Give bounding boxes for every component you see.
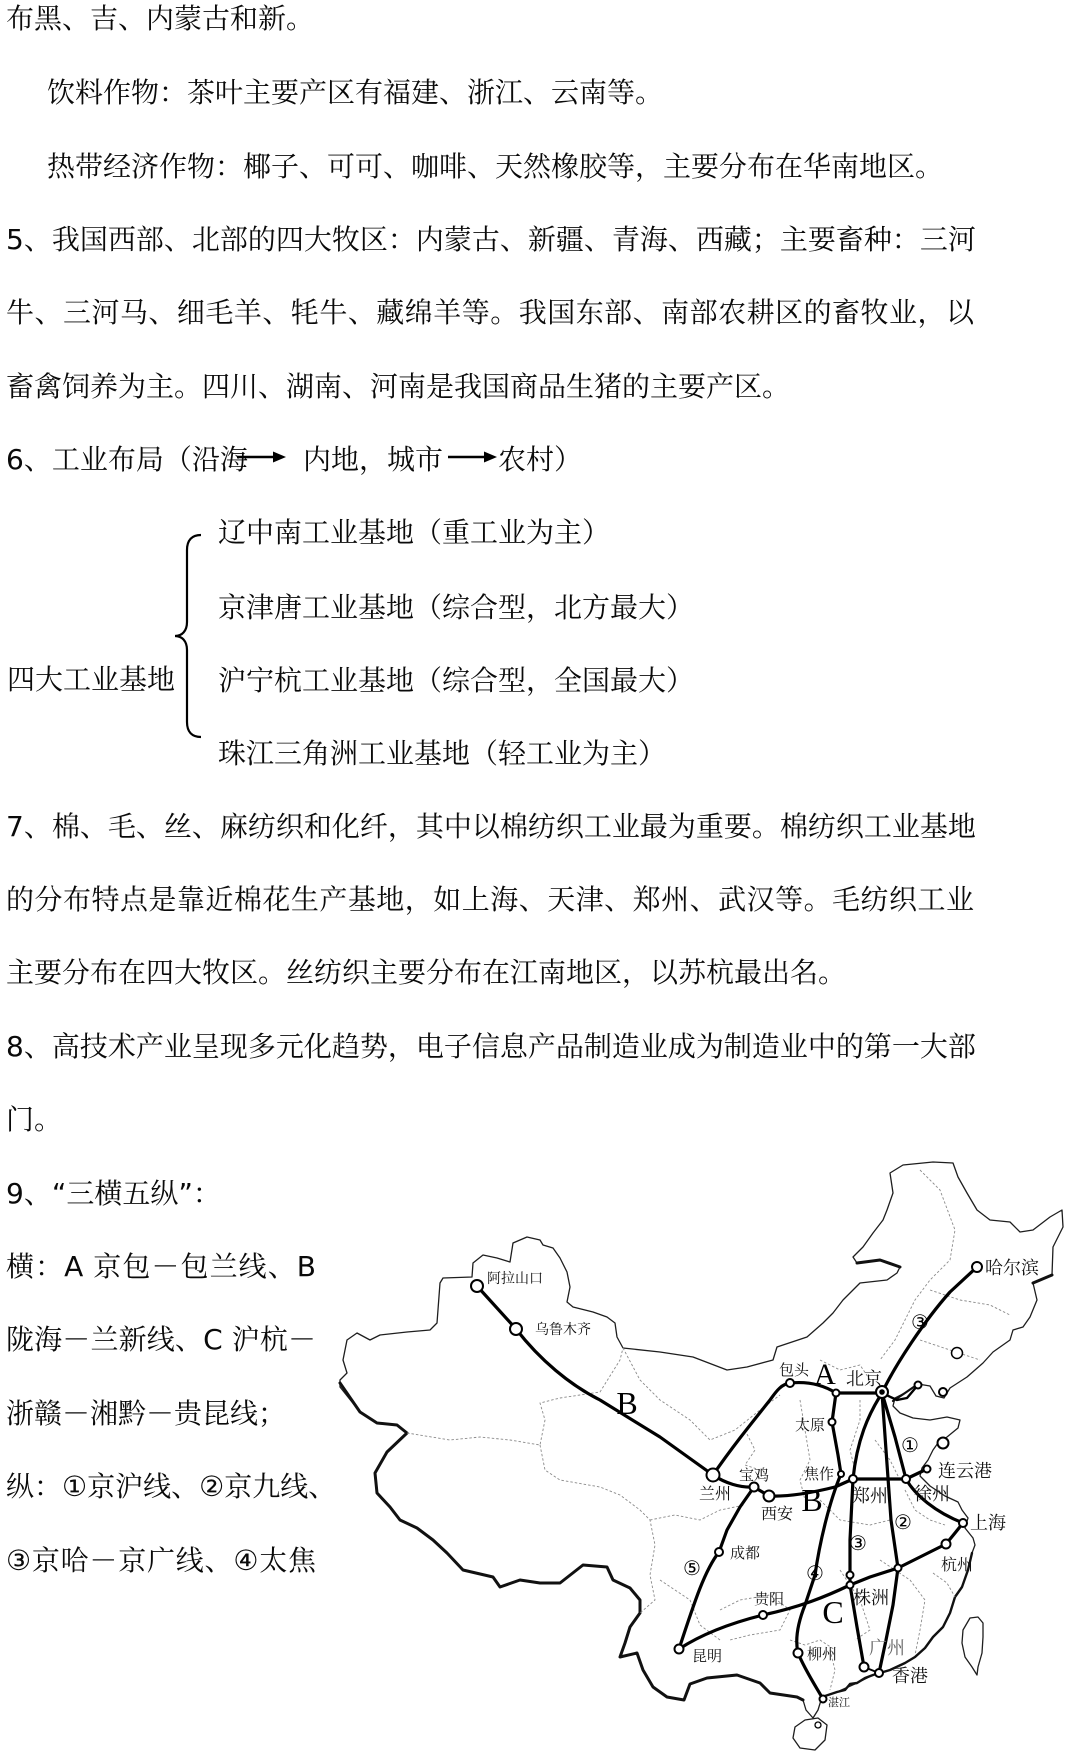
city-labels <box>487 1258 1039 1709</box>
city-label-guiyang: 贵阳 <box>754 1590 785 1608</box>
item9-line: 纵：①京沪线、②京九线、 <box>6 1470 337 1503</box>
tropical-crops-line: 热带经济作物：椰子、可可、咖啡、天然橡胶等，主要分布在华南地区。 <box>47 150 944 183</box>
item9-line: 横：A 京包－包兰线、B <box>6 1250 316 1283</box>
industrial-base-item: 沪宁杭工业基地（综合型，全国最大） <box>218 664 695 697</box>
industrial-base-item: 辽中南工业基地（重工业为主） <box>218 516 611 549</box>
intro-line: 布黑、吉、内蒙古和新。 <box>6 2 315 35</box>
item9-line: ③京哈－京广线、④太焦 <box>6 1544 316 1577</box>
city-label-zhuzhou: 株洲 <box>853 1588 889 1609</box>
open-circle-icon <box>915 1382 922 1389</box>
line-label-b-east: B <box>801 1482 823 1518</box>
city-label-baoji: 宝鸡 <box>739 1466 770 1484</box>
railway-lanxin-line <box>477 1286 713 1475</box>
line-label-b-west: B <box>616 1385 638 1421</box>
item9-line: 浙赣－湘黔－贵昆线； <box>6 1397 287 1430</box>
open-circle-icon <box>875 1669 883 1677</box>
open-circle-icon <box>794 1649 803 1658</box>
city-label-baotou: 包头 <box>779 1361 810 1379</box>
beverage-crops-line: 饮料作物：茶叶主要产区有福建、浙江、云南等。 <box>47 76 664 109</box>
item6-suffix: 农村） <box>498 443 583 476</box>
city-label-lianyungang: 连云港 <box>938 1461 992 1482</box>
open-circle-icon <box>847 1572 854 1579</box>
industrial-base-item: 京津唐工业基地（综合型，北方最大） <box>218 591 695 624</box>
item8-line-1: 8、高技术产业呈现多元化趋势，电子信息产品制造业成为制造业中的第一大部 <box>6 1030 976 1063</box>
city-label-hongkong: 香港 <box>892 1666 928 1687</box>
open-circle-icon <box>942 1540 951 1549</box>
open-circle-icon <box>959 1519 967 1527</box>
open-circle-icon <box>860 1663 869 1672</box>
line-label-5: ⑤ <box>683 1556 701 1580</box>
open-circle-icon <box>820 1696 827 1703</box>
city-label-zhanjiang: 湛江 <box>828 1696 850 1709</box>
item5-line-1: 5、我国西部、北部的四大牧区：内蒙古、新疆、青海、西藏；主要畜种：三河 <box>6 223 976 256</box>
open-circle-icon <box>849 1475 857 1483</box>
open-circle-icon <box>829 1419 836 1426</box>
item9-line: 陇海－兰新线、C 沪杭－ <box>6 1323 316 1356</box>
line-label-c: C <box>822 1594 844 1630</box>
city-label-lanzhou: 兰州 <box>699 1484 732 1503</box>
railway-jingguang-line <box>850 1393 882 1667</box>
open-circle-icon <box>764 1491 775 1502</box>
hainan-island <box>793 1718 827 1750</box>
open-circle-icon <box>838 1471 844 1477</box>
city-label-xian: 西安 <box>761 1504 794 1523</box>
item5-line-2: 牛、三河马、细毛羊、牦牛、藏绵羊等。我国东部、南部农耕区的畜牧业，以 <box>6 296 974 329</box>
item5-line-3: 畜禽饲养为主。四川、湖南、河南是我国商品生猪的主要产区。 <box>6 370 791 403</box>
line-label-a: A <box>814 1358 836 1391</box>
city-label-zhengzhou: 郑州 <box>852 1486 888 1507</box>
city-label-harbin: 哈尔滨 <box>985 1258 1039 1279</box>
open-circle-icon <box>786 1379 794 1387</box>
open-circle-icon <box>902 1475 910 1483</box>
city-label-jiaozuo: 焦作 <box>804 1465 835 1483</box>
capital-dot-icon <box>880 1390 884 1394</box>
item9-title: 9、“三横五纵”： <box>6 1177 221 1210</box>
right-arrow-icon <box>448 449 498 465</box>
open-circle-icon <box>938 1438 949 1449</box>
open-circle-icon <box>675 1645 684 1654</box>
line-label-4: ④ <box>806 1561 824 1585</box>
city-label-urumqi: 乌鲁木齐 <box>535 1322 591 1338</box>
city-label-liuzhou: 柳州 <box>807 1645 838 1663</box>
railway-jingha-line <box>882 1267 977 1393</box>
railway-line-labels <box>616 1310 929 1630</box>
city-label-chengdu: 成都 <box>730 1544 761 1562</box>
industrial-bases-label: 四大工业基地 <box>7 663 176 696</box>
open-circle-icon <box>939 1388 947 1396</box>
city-label-xuzhou: 徐州 <box>914 1484 950 1505</box>
open-circle-icon <box>707 1469 720 1482</box>
open-circle-icon <box>924 1466 931 1473</box>
open-circle-icon <box>952 1348 963 1359</box>
item7-line-3: 主要分布在四大牧区。丝纺织主要分布在江南地区，以苏杭最出名。 <box>6 956 847 989</box>
city-label-alashankou: 阿拉山口 <box>487 1271 543 1287</box>
item6-prefix: 6、工业布局（沿海 <box>6 443 248 476</box>
line-label-3-jingha: ③ <box>911 1310 929 1334</box>
city-label-taiyuan: 太原 <box>795 1416 826 1434</box>
china-railway-map <box>330 1150 1080 1753</box>
open-circle-icon <box>895 1565 902 1572</box>
city-label-guangzhou: 广州 <box>869 1638 905 1659</box>
open-circle-icon <box>471 1280 483 1292</box>
right-arrow-icon <box>237 449 287 465</box>
industrial-base-item: 珠江三角洲工业基地（轻工业为主） <box>218 737 667 770</box>
open-circle-icon <box>510 1323 522 1335</box>
taiwan-island <box>962 1617 983 1675</box>
open-circle-icon <box>759 1611 767 1619</box>
item8-line-2: 门。 <box>6 1103 63 1136</box>
item6-inland-city: 内地，城市 <box>303 443 444 476</box>
item7-line-1: 7、棉、毛、丝、麻纺织和化纤，其中以棉纺织工业最为重要。棉纺织工业基地 <box>6 810 976 843</box>
line-label-3-jingguang: ③ <box>849 1531 867 1555</box>
curly-brace-icon <box>170 530 210 745</box>
item7-line-2: 的分布特点是靠近棉花生产基地，如上海、天津、郑州、武汉等。毛纺织工业 <box>6 883 974 916</box>
province-borders <box>407 1170 1010 1690</box>
city-label-shanghai: 上海 <box>970 1513 1006 1534</box>
open-circle-icon <box>815 1722 821 1728</box>
line-label-2: ② <box>894 1510 912 1534</box>
open-circle-icon <box>715 1548 723 1556</box>
city-label-beijing: 北京 <box>846 1369 882 1390</box>
city-label-hangzhou: 杭州 <box>941 1555 974 1574</box>
open-circle-icon <box>972 1262 982 1272</box>
line-label-1: ① <box>901 1433 919 1457</box>
city-label-kunming: 昆明 <box>692 1647 723 1665</box>
